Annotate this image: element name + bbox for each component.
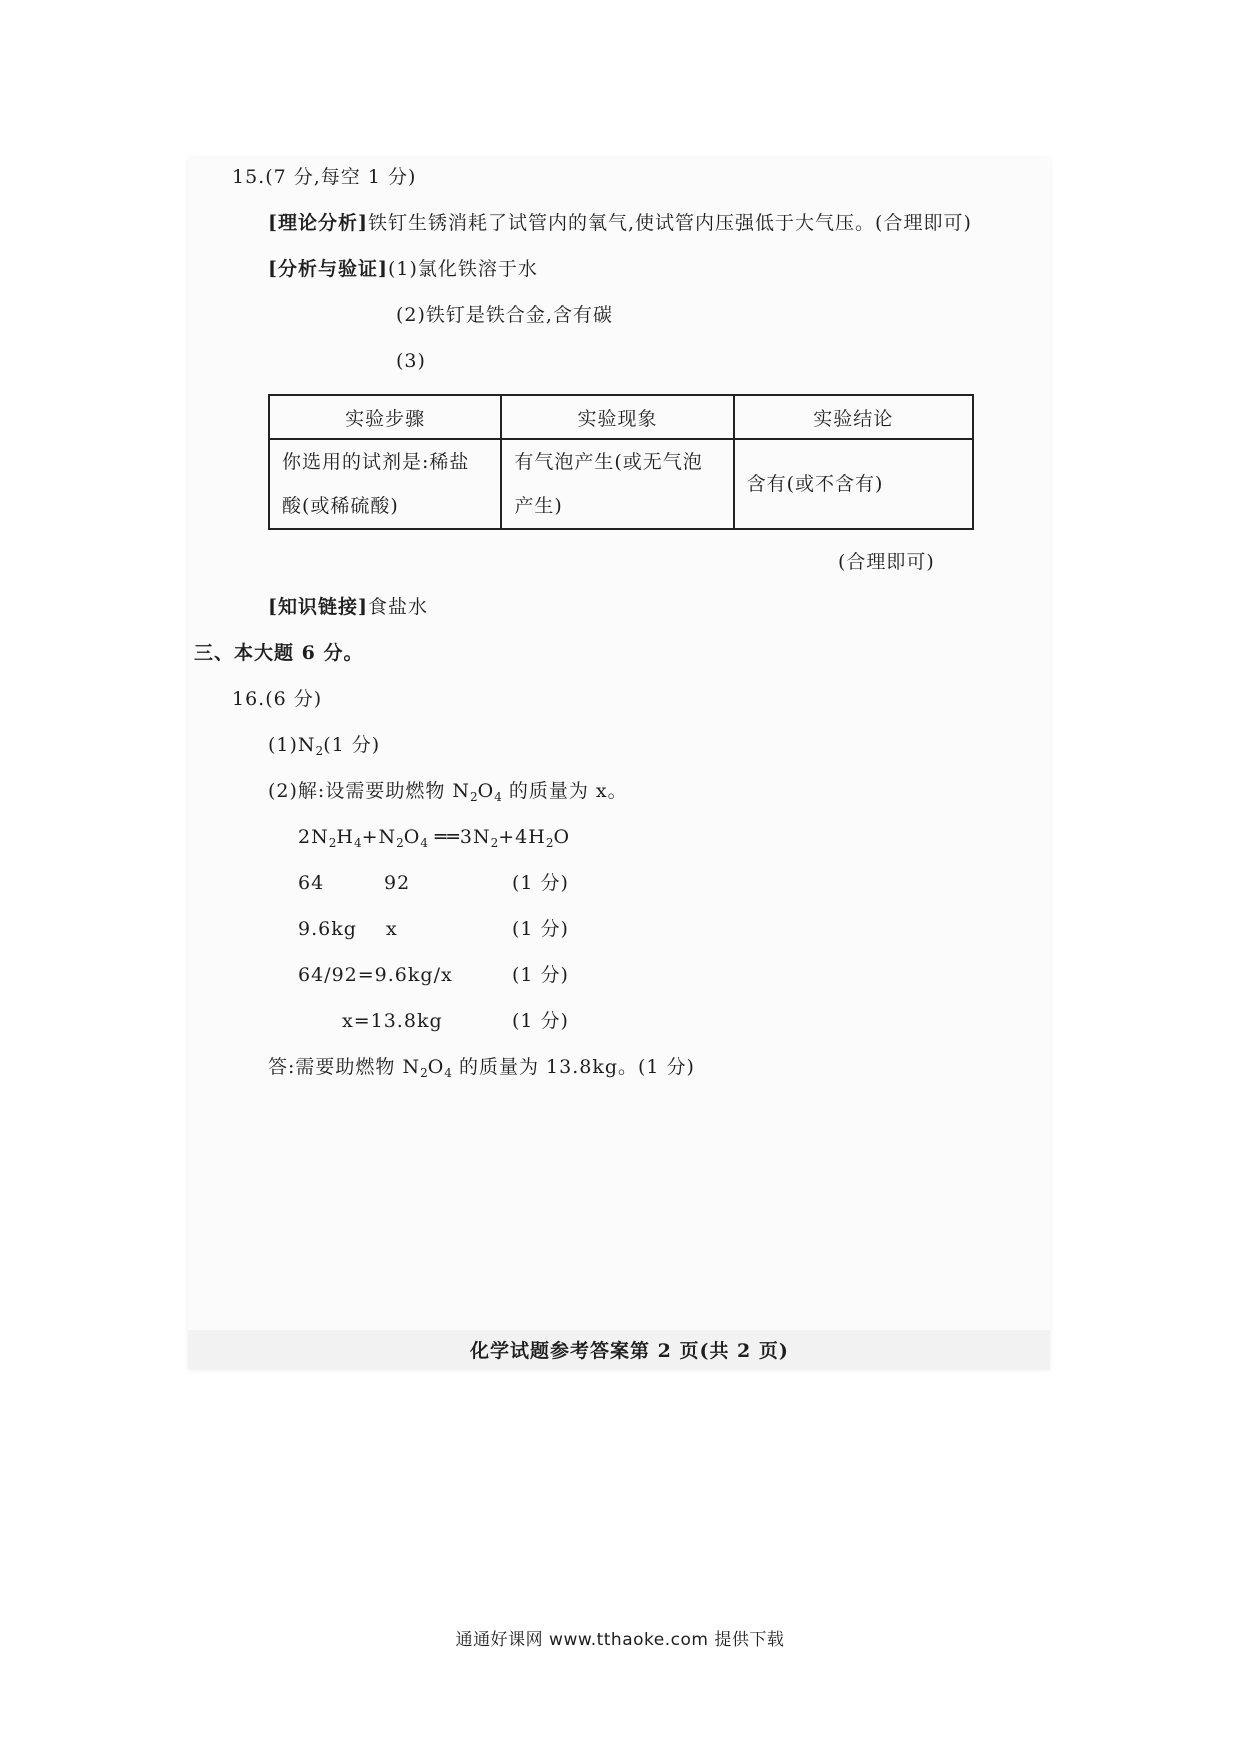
calc-score: (1 分) <box>512 918 569 940</box>
q16-part1 <box>268 732 380 764</box>
subscript: 2 <box>490 836 499 850</box>
page-footer: 化学试题参考答案第 2 页(共 2 页) <box>470 1340 789 1362</box>
table-header-row <box>269 395 973 439</box>
q16-header: 16.(6 分) <box>232 688 323 710</box>
eq-part: +4H <box>498 826 546 848</box>
table-header-cell: 实验步骤 <box>269 395 501 439</box>
theory-text: 铁钉生锈消耗了试管内的氧气,使试管内压强低于大气压。(合理即可) <box>367 212 972 234</box>
verify-item-2: (2)铁钉是铁合金,含有碳 <box>396 304 613 326</box>
eq-part: +N <box>361 826 397 848</box>
subscript: 4 <box>494 790 502 804</box>
answer-text: 的质量为 13.8kg。(1 分) <box>451 1056 695 1078</box>
table-header-cell: 实验现象 <box>501 395 733 439</box>
subscript: 4 <box>420 836 428 850</box>
link-tag: [知识链接] <box>268 596 368 618</box>
q15-theory <box>268 210 972 236</box>
scanned-page <box>188 158 1050 1370</box>
eq-part: H <box>336 826 354 848</box>
answer-text: 答:需要助燃物 N <box>268 1056 421 1078</box>
q15-link <box>268 594 428 620</box>
q15-verify <box>268 256 538 282</box>
q16-part1-score: (1 分) <box>323 734 381 756</box>
q15-header: 15.(7 分,每空 1 分) <box>232 166 417 188</box>
subscript: 2 <box>469 790 478 804</box>
subscript: 2 <box>328 836 337 850</box>
subscript: 2 <box>396 836 404 850</box>
subscript: 2 <box>315 744 324 758</box>
q16-part2 <box>268 778 628 810</box>
eq-part: ══3N <box>427 826 491 848</box>
calc-left: 9.6kg <box>298 918 357 940</box>
subscript: 4 <box>353 836 362 850</box>
subscript: 2 <box>420 1066 428 1080</box>
q16-part2-text: 的质量为 x。 <box>501 780 628 802</box>
eq-part: O <box>403 826 421 848</box>
calc-score: (1 分) <box>512 872 569 894</box>
site-credit: 通通好课网 www.tthaoke.com 提供下载 <box>455 1630 785 1650</box>
table-header-cell: 实验结论 <box>734 395 973 439</box>
q16-part2-text: O <box>477 780 495 802</box>
experiment-table <box>268 394 974 530</box>
chemical-equation <box>298 824 570 856</box>
q16-part1-text: (1)N <box>268 734 316 756</box>
calc-mid: 92 <box>384 872 411 894</box>
link-text: 食盐水 <box>367 596 428 618</box>
verify-item-3: (3) <box>396 350 426 372</box>
subscript: 4 <box>444 1066 452 1080</box>
verify-tag: [分析与验证] <box>268 258 388 280</box>
q15-note: (合理即可) <box>838 551 935 573</box>
table-row <box>269 439 973 529</box>
section-3-title: 三、本大题 6 分。 <box>194 642 364 664</box>
subscript: 2 <box>545 836 554 850</box>
table-cell-steps: 你选用的试剂是:稀盐酸(或稀硫酸) <box>269 439 501 529</box>
eq-part: 2N <box>298 826 329 848</box>
verify-item-1: (1)氯化铁溶于水 <box>387 258 538 280</box>
calc-left: x=13.8kg <box>342 1010 443 1032</box>
table-cell-phenomenon: 有气泡产生(或无气泡产生) <box>501 439 733 529</box>
theory-tag: [理论分析] <box>268 212 368 234</box>
calc-score: (1 分) <box>512 964 569 986</box>
calc-score: (1 分) <box>512 1010 569 1032</box>
q16-answer <box>268 1054 695 1086</box>
calc-mid: x <box>386 918 398 940</box>
eq-part: O <box>553 826 571 848</box>
table-cell-conclusion: 含有(或不含有) <box>734 439 973 529</box>
answer-text: O <box>427 1056 445 1078</box>
calc-left: 64 <box>298 872 325 894</box>
calc-left: 64/92=9.6kg/x <box>298 964 453 986</box>
q16-part2-text: (2)解:设需要助燃物 N <box>268 780 470 802</box>
